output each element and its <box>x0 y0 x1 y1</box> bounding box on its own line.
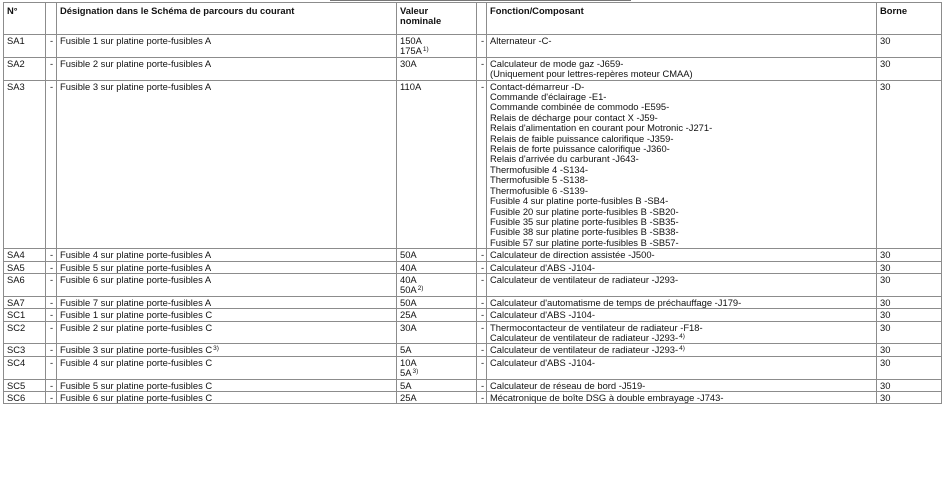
header-valeur-line1: Valeur <box>400 5 429 16</box>
function-text: Fusible 35 sur platine porte-fusibles B -SB35- <box>490 215 679 227</box>
function-text: Calculateur de direction assistée -J500- <box>490 249 655 261</box>
table-row <box>4 273 942 296</box>
nominal-value-cell <box>397 321 477 344</box>
fuse-table <box>3 2 942 404</box>
function-text: Relais d'arrivée du carburant -J643- <box>490 153 639 165</box>
nominal-value: 110A <box>400 80 422 92</box>
function-text: Calculateur d'ABS -J104- <box>490 356 595 368</box>
fuse-id-cell: SC2 <box>4 321 46 344</box>
fuse-id-cell: SA5 <box>4 261 46 273</box>
nominal-value-cell <box>397 344 477 356</box>
footnote-marker: 1) <box>422 46 429 54</box>
footnote-marker: 2) <box>417 285 424 293</box>
function-line <box>490 238 873 248</box>
nominal-value: 175A <box>400 45 422 57</box>
designation-text: Fusible 1 sur platine porte-fusibles A <box>60 35 212 46</box>
borne-cell: 30 <box>877 273 942 296</box>
header-designation: Désignation dans le Schéma de parcours du courant <box>57 3 397 35</box>
function-text: Calculateur d'ABS -J104- <box>490 261 595 273</box>
designation-cell <box>57 356 397 379</box>
nominal-value-line <box>400 59 473 69</box>
function-text: Mécatronique de boîte DSG à double embrayage -J743- <box>490 392 724 403</box>
dash-cell: - <box>46 57 57 80</box>
function-text: Fusible 20 sur platine porte-fusibles B -SB20- <box>490 205 679 217</box>
function-line <box>490 345 873 355</box>
nominal-value: 50A <box>400 284 417 296</box>
nominal-value-cell <box>397 80 477 249</box>
header-valeur-line2: nominale <box>400 15 442 27</box>
function-line <box>490 298 873 308</box>
dash-cell: - <box>46 321 57 344</box>
function-cell <box>487 273 877 296</box>
designation-text: Fusible 5 sur platine porte-fusibles C <box>60 379 213 391</box>
function-text: Calculateur de ventilateur de radiateur -J293- <box>490 344 679 356</box>
nominal-value-cell <box>397 392 477 404</box>
function-line <box>490 310 873 320</box>
nominal-value: 150A <box>400 35 422 46</box>
borne-cell: 30 <box>877 321 942 344</box>
function-cell <box>487 261 877 273</box>
nominal-value: 25A <box>400 309 417 321</box>
function-text: Relais de décharge pour contact X -J59- <box>490 111 658 123</box>
borne-cell: 30 <box>877 356 942 379</box>
dash-cell: - <box>477 392 487 404</box>
nominal-value-line <box>400 285 473 295</box>
nominal-value-line <box>400 393 473 403</box>
dash-cell: - <box>477 379 487 391</box>
dash-cell: - <box>477 57 487 80</box>
nominal-value: 5A <box>400 344 412 356</box>
borne-cell: 30 <box>877 344 942 356</box>
fuse-id-cell: SC4 <box>4 356 46 379</box>
nominal-value-line <box>400 298 473 308</box>
function-cell <box>487 35 877 58</box>
dash-cell: - <box>477 321 487 344</box>
designation-text: Fusible 1 sur platine porte-fusibles C <box>60 309 213 321</box>
header-spacer <box>46 3 57 35</box>
function-text: Calculateur de réseau de bord -J519- <box>490 379 646 391</box>
function-text: Calculateur d'ABS -J104- <box>490 309 595 321</box>
designation-text: Fusible 7 sur platine porte-fusibles A <box>60 296 212 308</box>
nominal-value-line <box>400 250 473 260</box>
dash-cell: - <box>477 344 487 356</box>
footnote-marker: 4) <box>679 332 685 340</box>
function-text: Calculateur de mode gaz -J659- <box>490 57 624 69</box>
dash-cell: - <box>46 261 57 273</box>
table-row <box>4 35 942 58</box>
table-row <box>4 379 942 391</box>
table-row <box>4 309 942 321</box>
table-row <box>4 344 942 356</box>
function-text: Relais de faible puissance calorifique -J359- <box>490 132 674 144</box>
function-cell <box>487 249 877 261</box>
table-row <box>4 321 942 344</box>
borne-cell: 30 <box>877 309 942 321</box>
nominal-value: 25A <box>400 392 417 403</box>
borne-cell: 30 <box>877 35 942 58</box>
footnote-marker: 3) <box>412 368 419 376</box>
function-text: Calculateur d'automatisme de temps de préchauffage -J179- <box>490 296 742 308</box>
fuse-id-cell: SA2 <box>4 57 46 80</box>
function-line <box>490 393 873 403</box>
function-line <box>490 333 873 343</box>
nominal-value-cell <box>397 356 477 379</box>
dash-cell: - <box>46 379 57 391</box>
dash-cell: - <box>46 356 57 379</box>
function-cell <box>487 309 877 321</box>
nominal-value-line <box>400 82 473 92</box>
nominal-value-cell <box>397 273 477 296</box>
borne-cell: 30 <box>877 261 942 273</box>
borne-cell: 30 <box>877 392 942 404</box>
dash-cell: - <box>46 309 57 321</box>
fuse-id-cell: SC5 <box>4 379 46 391</box>
designation-text: Fusible 6 sur platine porte-fusibles A <box>60 273 212 285</box>
designation-cell <box>57 261 397 273</box>
nominal-value: 5A <box>400 367 412 379</box>
designation-cell <box>57 379 397 391</box>
function-text: Relais de forte puissance calorifique -J360- <box>490 143 670 155</box>
dash-cell: - <box>477 249 487 261</box>
function-text: Fusible 38 sur platine porte-fusibles B -SB38- <box>490 226 679 238</box>
borne-cell: 30 <box>877 296 942 308</box>
footnote-marker: 3) <box>213 345 219 353</box>
designation-text: Fusible 4 sur platine porte-fusibles C <box>60 356 213 368</box>
nominal-value-line <box>400 368 473 378</box>
fuse-id-cell: SC6 <box>4 392 46 404</box>
borne-cell: 30 <box>877 80 942 249</box>
designation-cell <box>57 249 397 261</box>
nominal-value: 30A <box>400 321 417 333</box>
designation-cell <box>57 296 397 308</box>
designation-cell <box>57 344 397 356</box>
designation-text: Fusible 3 sur platine porte-fusibles A <box>60 80 212 92</box>
nominal-value: 50A <box>400 249 417 261</box>
designation-cell <box>57 321 397 344</box>
function-cell <box>487 80 877 249</box>
fuse-id-cell: SA7 <box>4 296 46 308</box>
dash-cell: - <box>477 261 487 273</box>
header-spacer <box>477 3 487 35</box>
designation-cell <box>57 273 397 296</box>
function-cell <box>487 344 877 356</box>
table-body <box>4 35 942 404</box>
function-text: Calculateur de ventilateur de radiateur -J293- <box>490 273 679 285</box>
nominal-value-cell <box>397 379 477 391</box>
header-no: N° <box>4 3 46 35</box>
function-text: Thermofusible 4 -S134- <box>490 163 588 175</box>
function-text: Fusible 4 sur platine porte-fusibles B -SB4- <box>490 195 669 207</box>
dash-cell: - <box>46 392 57 404</box>
function-cell <box>487 379 877 391</box>
table-row <box>4 296 942 308</box>
dash-cell: - <box>46 296 57 308</box>
function-text: Thermofusible 6 -S139- <box>490 184 588 196</box>
function-line <box>490 36 873 46</box>
function-text: Commande d'éclairage -E1- <box>490 91 607 103</box>
nominal-value: 40A <box>400 261 417 273</box>
table-row <box>4 392 942 404</box>
nominal-value: 30A <box>400 57 417 69</box>
fuse-id-cell: SC3 <box>4 344 46 356</box>
function-text: Relais d'alimentation en courant pour Motronic -J271- <box>490 122 713 134</box>
dash-cell: - <box>477 356 487 379</box>
fuse-id-cell: SA3 <box>4 80 46 249</box>
designation-cell <box>57 80 397 249</box>
table-row <box>4 57 942 80</box>
header-row <box>4 3 942 35</box>
dash-cell: - <box>46 80 57 249</box>
nominal-value-line <box>400 310 473 320</box>
nominal-value-cell <box>397 249 477 261</box>
nominal-value-line <box>400 46 473 56</box>
function-text: (Uniquement pour lettres-repères moteur CMAA) <box>490 68 693 80</box>
table-row <box>4 261 942 273</box>
designation-text: Fusible 6 sur platine porte-fusibles C <box>60 392 213 403</box>
header-borne: Borne <box>877 3 942 35</box>
nominal-value-cell <box>397 35 477 58</box>
table-row <box>4 80 942 249</box>
nominal-value: 50A <box>400 296 417 308</box>
function-line <box>490 381 873 391</box>
designation-cell <box>57 57 397 80</box>
nominal-value: 10A <box>400 356 417 368</box>
function-text: Thermocontacteur de ventilateur de radiateur -F18- <box>490 321 703 333</box>
dash-cell: - <box>46 249 57 261</box>
borne-cell: 30 <box>877 57 942 80</box>
function-cell <box>487 356 877 379</box>
designation-cell <box>57 309 397 321</box>
dash-cell: - <box>477 273 487 296</box>
function-text: Alternateur -C- <box>490 35 552 46</box>
function-text: Calculateur de ventilateur de radiateur -J293- <box>490 331 679 343</box>
designation-text: Fusible 3 sur platine porte-fusibles C <box>60 344 213 356</box>
nominal-value-cell <box>397 261 477 273</box>
nominal-value-line <box>400 345 473 355</box>
nominal-value-line <box>400 381 473 391</box>
header-valeur <box>397 3 477 35</box>
function-text: Fusible 57 sur platine porte-fusibles B -SB57- <box>490 236 679 248</box>
dash-cell: - <box>477 80 487 249</box>
function-line <box>490 358 873 368</box>
dash-cell: - <box>46 344 57 356</box>
function-text: Thermofusible 5 -S138- <box>490 174 588 186</box>
designation-text: Fusible 5 sur platine porte-fusibles A <box>60 261 212 273</box>
function-cell <box>487 57 877 80</box>
function-line <box>490 275 873 285</box>
designation-text: Fusible 2 sur platine porte-fusibles C <box>60 321 213 333</box>
dash-cell: - <box>477 35 487 58</box>
fuse-id-cell: SC1 <box>4 309 46 321</box>
table-row <box>4 249 942 261</box>
top-divider <box>330 0 631 1</box>
function-cell <box>487 321 877 344</box>
nominal-value-cell <box>397 57 477 80</box>
function-line <box>490 69 873 79</box>
dash-cell: - <box>477 296 487 308</box>
header-fonction: Fonction/Composant <box>487 3 877 35</box>
nominal-value-cell <box>397 296 477 308</box>
dash-cell: - <box>46 273 57 296</box>
dash-cell: - <box>477 309 487 321</box>
designation-text: Fusible 2 sur platine porte-fusibles A <box>60 57 212 69</box>
fuse-id-cell: SA1 <box>4 35 46 58</box>
designation-cell <box>57 35 397 58</box>
nominal-value-cell <box>397 309 477 321</box>
function-line <box>490 263 873 273</box>
table-row <box>4 356 942 379</box>
dash-cell: - <box>46 35 57 58</box>
designation-text: Fusible 4 sur platine porte-fusibles A <box>60 249 212 261</box>
function-cell <box>487 296 877 308</box>
nominal-value: 5A <box>400 379 412 391</box>
nominal-value-line <box>400 323 473 333</box>
function-line <box>490 250 873 260</box>
borne-cell: 30 <box>877 249 942 261</box>
borne-cell: 30 <box>877 379 942 391</box>
function-text: Contact-démarreur -D- <box>490 80 585 92</box>
nominal-value: 40A <box>400 273 417 285</box>
fuse-id-cell: SA6 <box>4 273 46 296</box>
function-cell <box>487 392 877 404</box>
nominal-value-line <box>400 263 473 273</box>
footnote-marker: 4) <box>679 345 685 353</box>
fuse-id-cell: SA4 <box>4 249 46 261</box>
function-text: Commande combinée de commodo -E595- <box>490 101 670 113</box>
designation-cell <box>57 392 397 404</box>
